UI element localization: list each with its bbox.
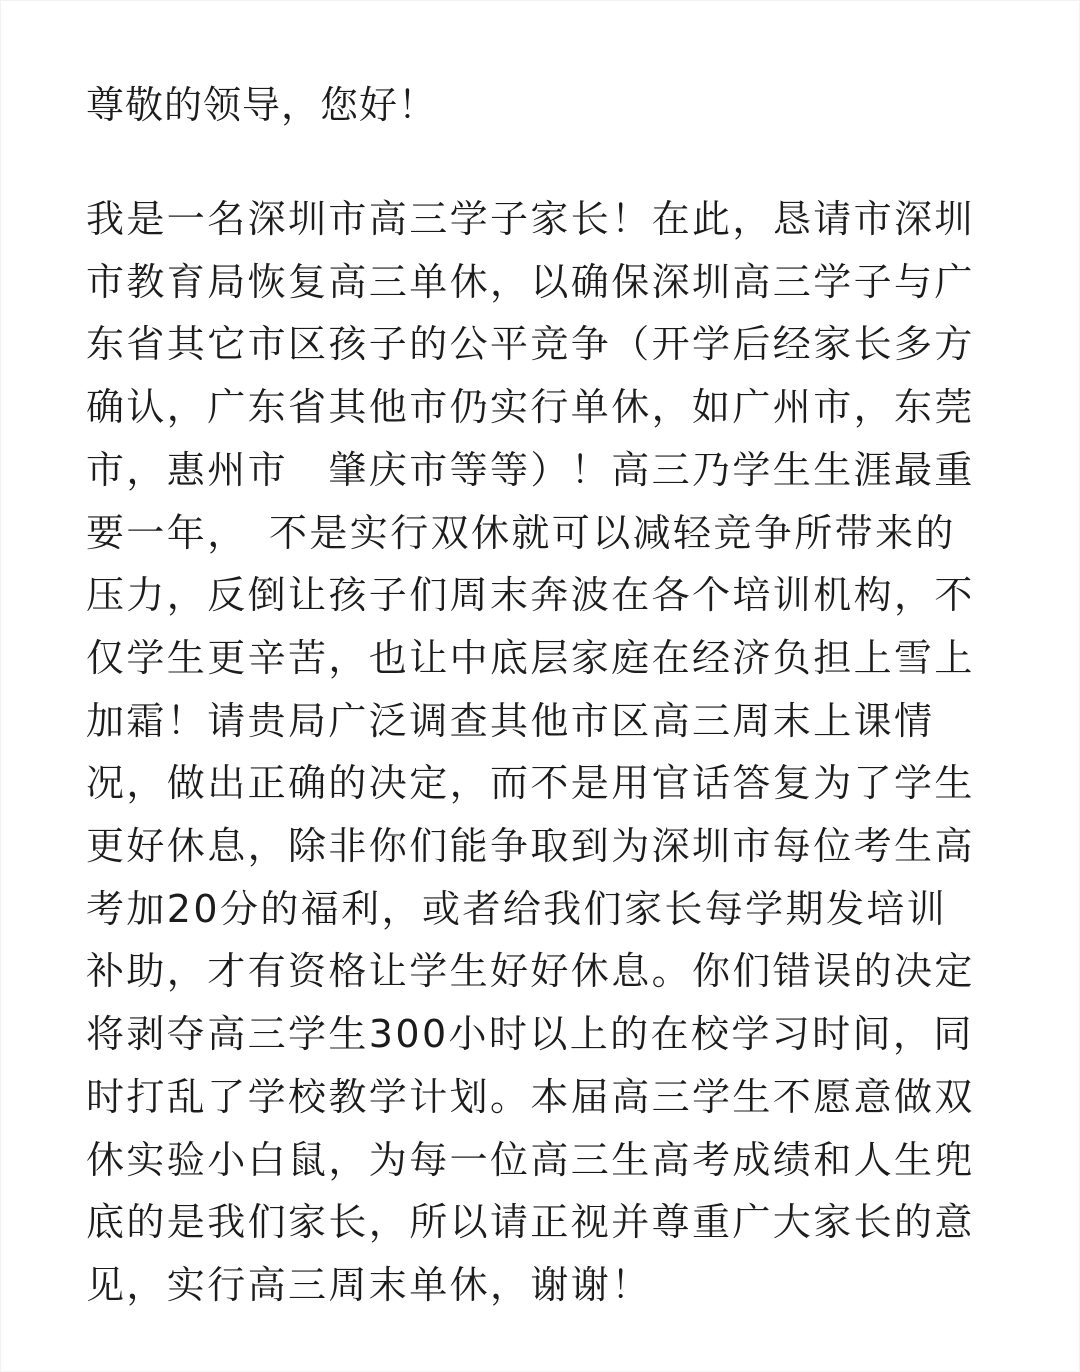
- letter-line: 加霜！请贵局广泛调查其他市区高三周末上课情: [86, 698, 935, 743]
- letter-line: 我是一名深圳市高三学子家长！在此，恳请市深圳: [86, 197, 975, 241]
- letter-line: 市，惠州市 肇庆市等等）！高三乃学生生涯最重: [86, 447, 975, 492]
- letter-greeting: 尊敬的领导，您好！: [86, 83, 438, 127]
- letter-body: [86, 188, 1006, 1317]
- letter-line: 况，做出正确的决定，而不是用官话答复为了学生: [86, 761, 975, 806]
- letter-line: 压力，反倒让孩子们周末奔波在各个培训机构，不: [86, 573, 975, 618]
- letter-line: 确认，广东省其他市仍实行单休，如广州市，东莞: [86, 385, 975, 430]
- letter-line: 仅学生更辛苦，也让中底层家庭在经济负担上雪上: [86, 635, 975, 680]
- letter-line: 更好休息，除非你们能争取到为深圳市每位考生高: [86, 824, 975, 869]
- letter-line: 补助，才有资格让学生好好休息。你们错误的决定: [86, 949, 975, 994]
- letter-line: 时打乱了学校教学计划。本届高三学生不愿意做双: [86, 1074, 975, 1119]
- letter-line: 将剥夺高三学生300小时以上的在校学习时间，同: [86, 1012, 974, 1057]
- letter-line: 见，实行高三周末单休，谢谢！: [86, 1262, 652, 1307]
- letter-line: 底的是我们家长，所以请正视并尊重广大家长的意: [86, 1200, 975, 1245]
- letter-line: 市教育局恢复高三单休，以确保深圳高三学子与广: [86, 259, 975, 304]
- letter-document: [86, 74, 1006, 1317]
- letter-line: 要一年， 不是实行双休就可以减轻竞争所带来的: [86, 510, 956, 555]
- letter-line: 考加20分的福利，或者给我们家长每学期发培训: [86, 886, 948, 931]
- letter-line: 东省其它市区孩子的公平竞争（开学后经家长多方: [86, 322, 975, 367]
- letter-line: 休实验小白鼠，为每一位高三生高考成绩和人生兜: [86, 1137, 975, 1182]
